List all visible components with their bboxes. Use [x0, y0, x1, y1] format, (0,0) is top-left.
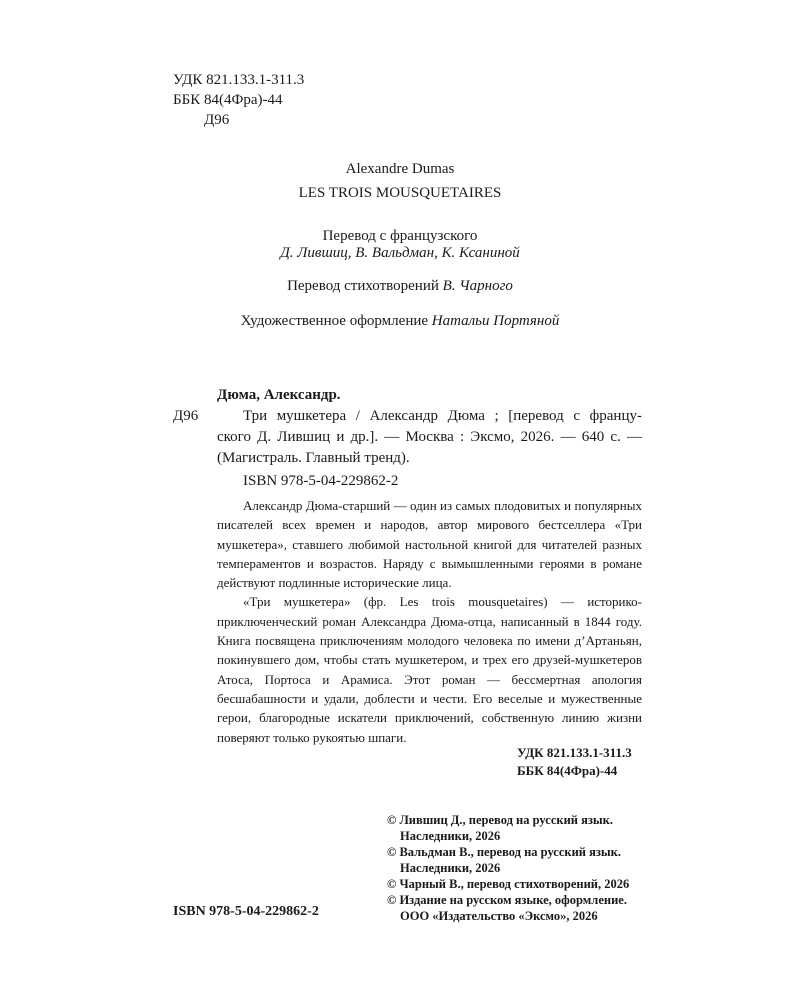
bbk-code-bottom: ББК 84(4Фра)-44	[517, 763, 618, 778]
bibliographic-isbn: ISBN 978-5-04-229862-2	[243, 473, 399, 489]
translators: Д. Лившиц, В. Вальдман, К. Ксаниной	[280, 245, 520, 261]
copyright-line: © Издание на русском языке, оформление.	[387, 893, 627, 907]
art-designer: Натальи Портяной	[431, 313, 560, 329]
abstract-paragraph: Александр Дюма-старший — один из самых плодовитых и популярных писателей всех времен и народов, автор мирового бестселлера «Три мушкетера», ставшего любимой настольной книгой для читателей разных темпераментов и возрастов. Наряду с вымышленными героями в романе действуют подлинные исторические лица.	[217, 498, 642, 591]
copyright-line: Наследники, 2026	[400, 829, 501, 843]
isbn-footer: ISBN 978-5-04-229862-2	[173, 904, 319, 919]
bibliographic-mark: Д96	[173, 408, 199, 424]
udk-code: УДК 821.133.1-311.3	[173, 72, 305, 88]
copyright-line: Наследники, 2026	[400, 861, 501, 875]
translation-label: Перевод с французского	[322, 228, 478, 244]
poems-translation	[0, 278, 800, 295]
bibliographic-line: (Магистраль. Главный тренд).	[217, 450, 410, 466]
copyright-line: © Лившиц Д., перевод на русский язык.	[387, 813, 613, 827]
author-mark: Д96	[204, 112, 230, 128]
poems-translator: В. Чарного	[442, 278, 513, 294]
bbk-code: ББК 84(4Фра)-44	[173, 92, 283, 108]
bottom-classification	[517, 744, 632, 780]
original-title: LES TROIS MOUSQUETAIRES	[298, 185, 502, 201]
bibliographic-heading: Дюма, Александр.	[217, 387, 341, 403]
poems-label: Перевод стихотворений	[287, 278, 439, 294]
copyright-block	[387, 812, 629, 924]
copyright-line: © Вальдман В., перевод на русский язык.	[387, 845, 622, 859]
bibliographic-line: ского Д. Лившиц и др.]. — Москва : Эксмо, 2026. — 640 с. —	[217, 429, 642, 445]
copyright-line: ООО «Издательство «Эксмо», 2026	[400, 909, 598, 923]
copyright-line: © Чарный В., перевод стихотворений, 2026	[387, 877, 630, 891]
art-design	[0, 313, 800, 330]
art-label: Художественное оформление	[240, 313, 429, 329]
abstract	[217, 496, 642, 747]
abstract-paragraph: «Три мушкетера» (фр. Les trois mousquetaires) — историко-приключенческий роман Александра Дюма-отца, написанный в 1844 году. Книга посвящена приключениям молодого человека по имени д’Артаньян, покинувшего дом, чтобы стать мушкетером, и трех его друзей-мушкетеров Атоса, Портоса и Арамиса. Этот роман — бессмертная апология бесшабашности и удали, доблести и чести. Его веселые и мужественные герои, благородные искатели приключений, собственную линию жизни поверяют только рукоятью шпаги.	[217, 594, 642, 745]
top-classification	[173, 70, 304, 130]
udk-code-bottom: УДК 821.133.1-311.3	[517, 745, 632, 760]
bibliographic-description	[217, 406, 642, 469]
original-author: Alexandre Dumas	[345, 161, 455, 177]
bibliographic-line: Три мушкетера / Александр Дюма ; [перевод с францу-	[243, 408, 642, 424]
